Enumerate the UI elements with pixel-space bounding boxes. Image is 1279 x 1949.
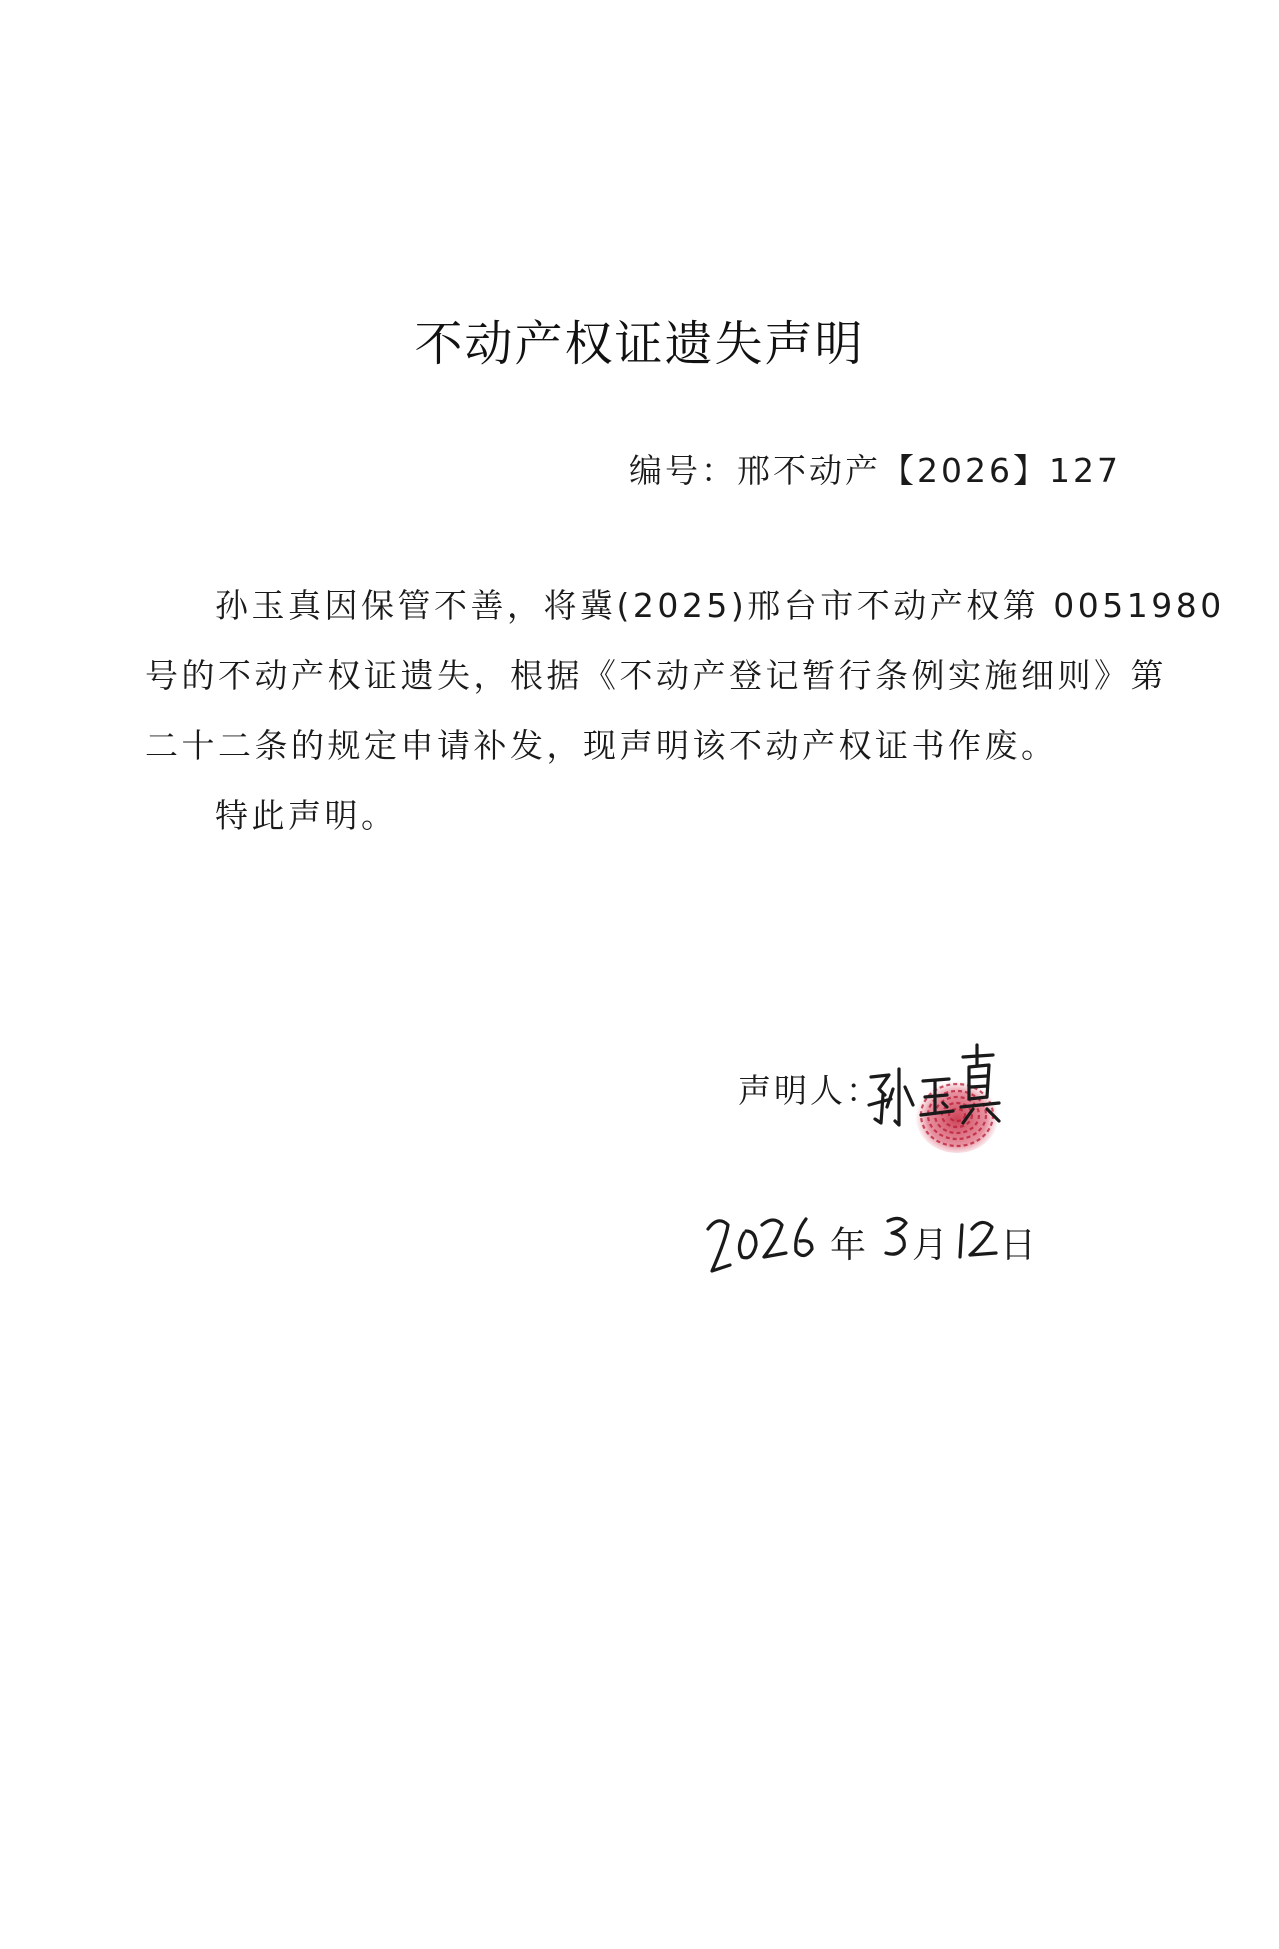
body-line-1: 孙玉真因保管不善，将冀(2025)邢台市不动产权第 0051980: [215, 586, 1225, 625]
declarant-label: 声明人：: [738, 1071, 882, 1110]
body-line-4: 特此声明。: [215, 796, 398, 835]
handwritten-signature: [865, 1025, 1015, 1155]
date-month-label: 月: [912, 1225, 949, 1266]
document-number: 编号：邢不动产【2026】127: [629, 451, 1121, 490]
date-day-label: 日: [1000, 1225, 1037, 1266]
body-line-2: 号的不动产权证遗失，根据《不动产登记暂行条例实施细则》第: [145, 656, 1167, 695]
date-year-label: 年: [830, 1225, 867, 1266]
body-line-3: 二十二条的规定申请补发，现声明该不动产权证书作废。: [145, 726, 1058, 765]
document-title: 不动产权证遗失声明: [414, 316, 865, 372]
handwritten-date: [700, 1195, 1050, 1295]
